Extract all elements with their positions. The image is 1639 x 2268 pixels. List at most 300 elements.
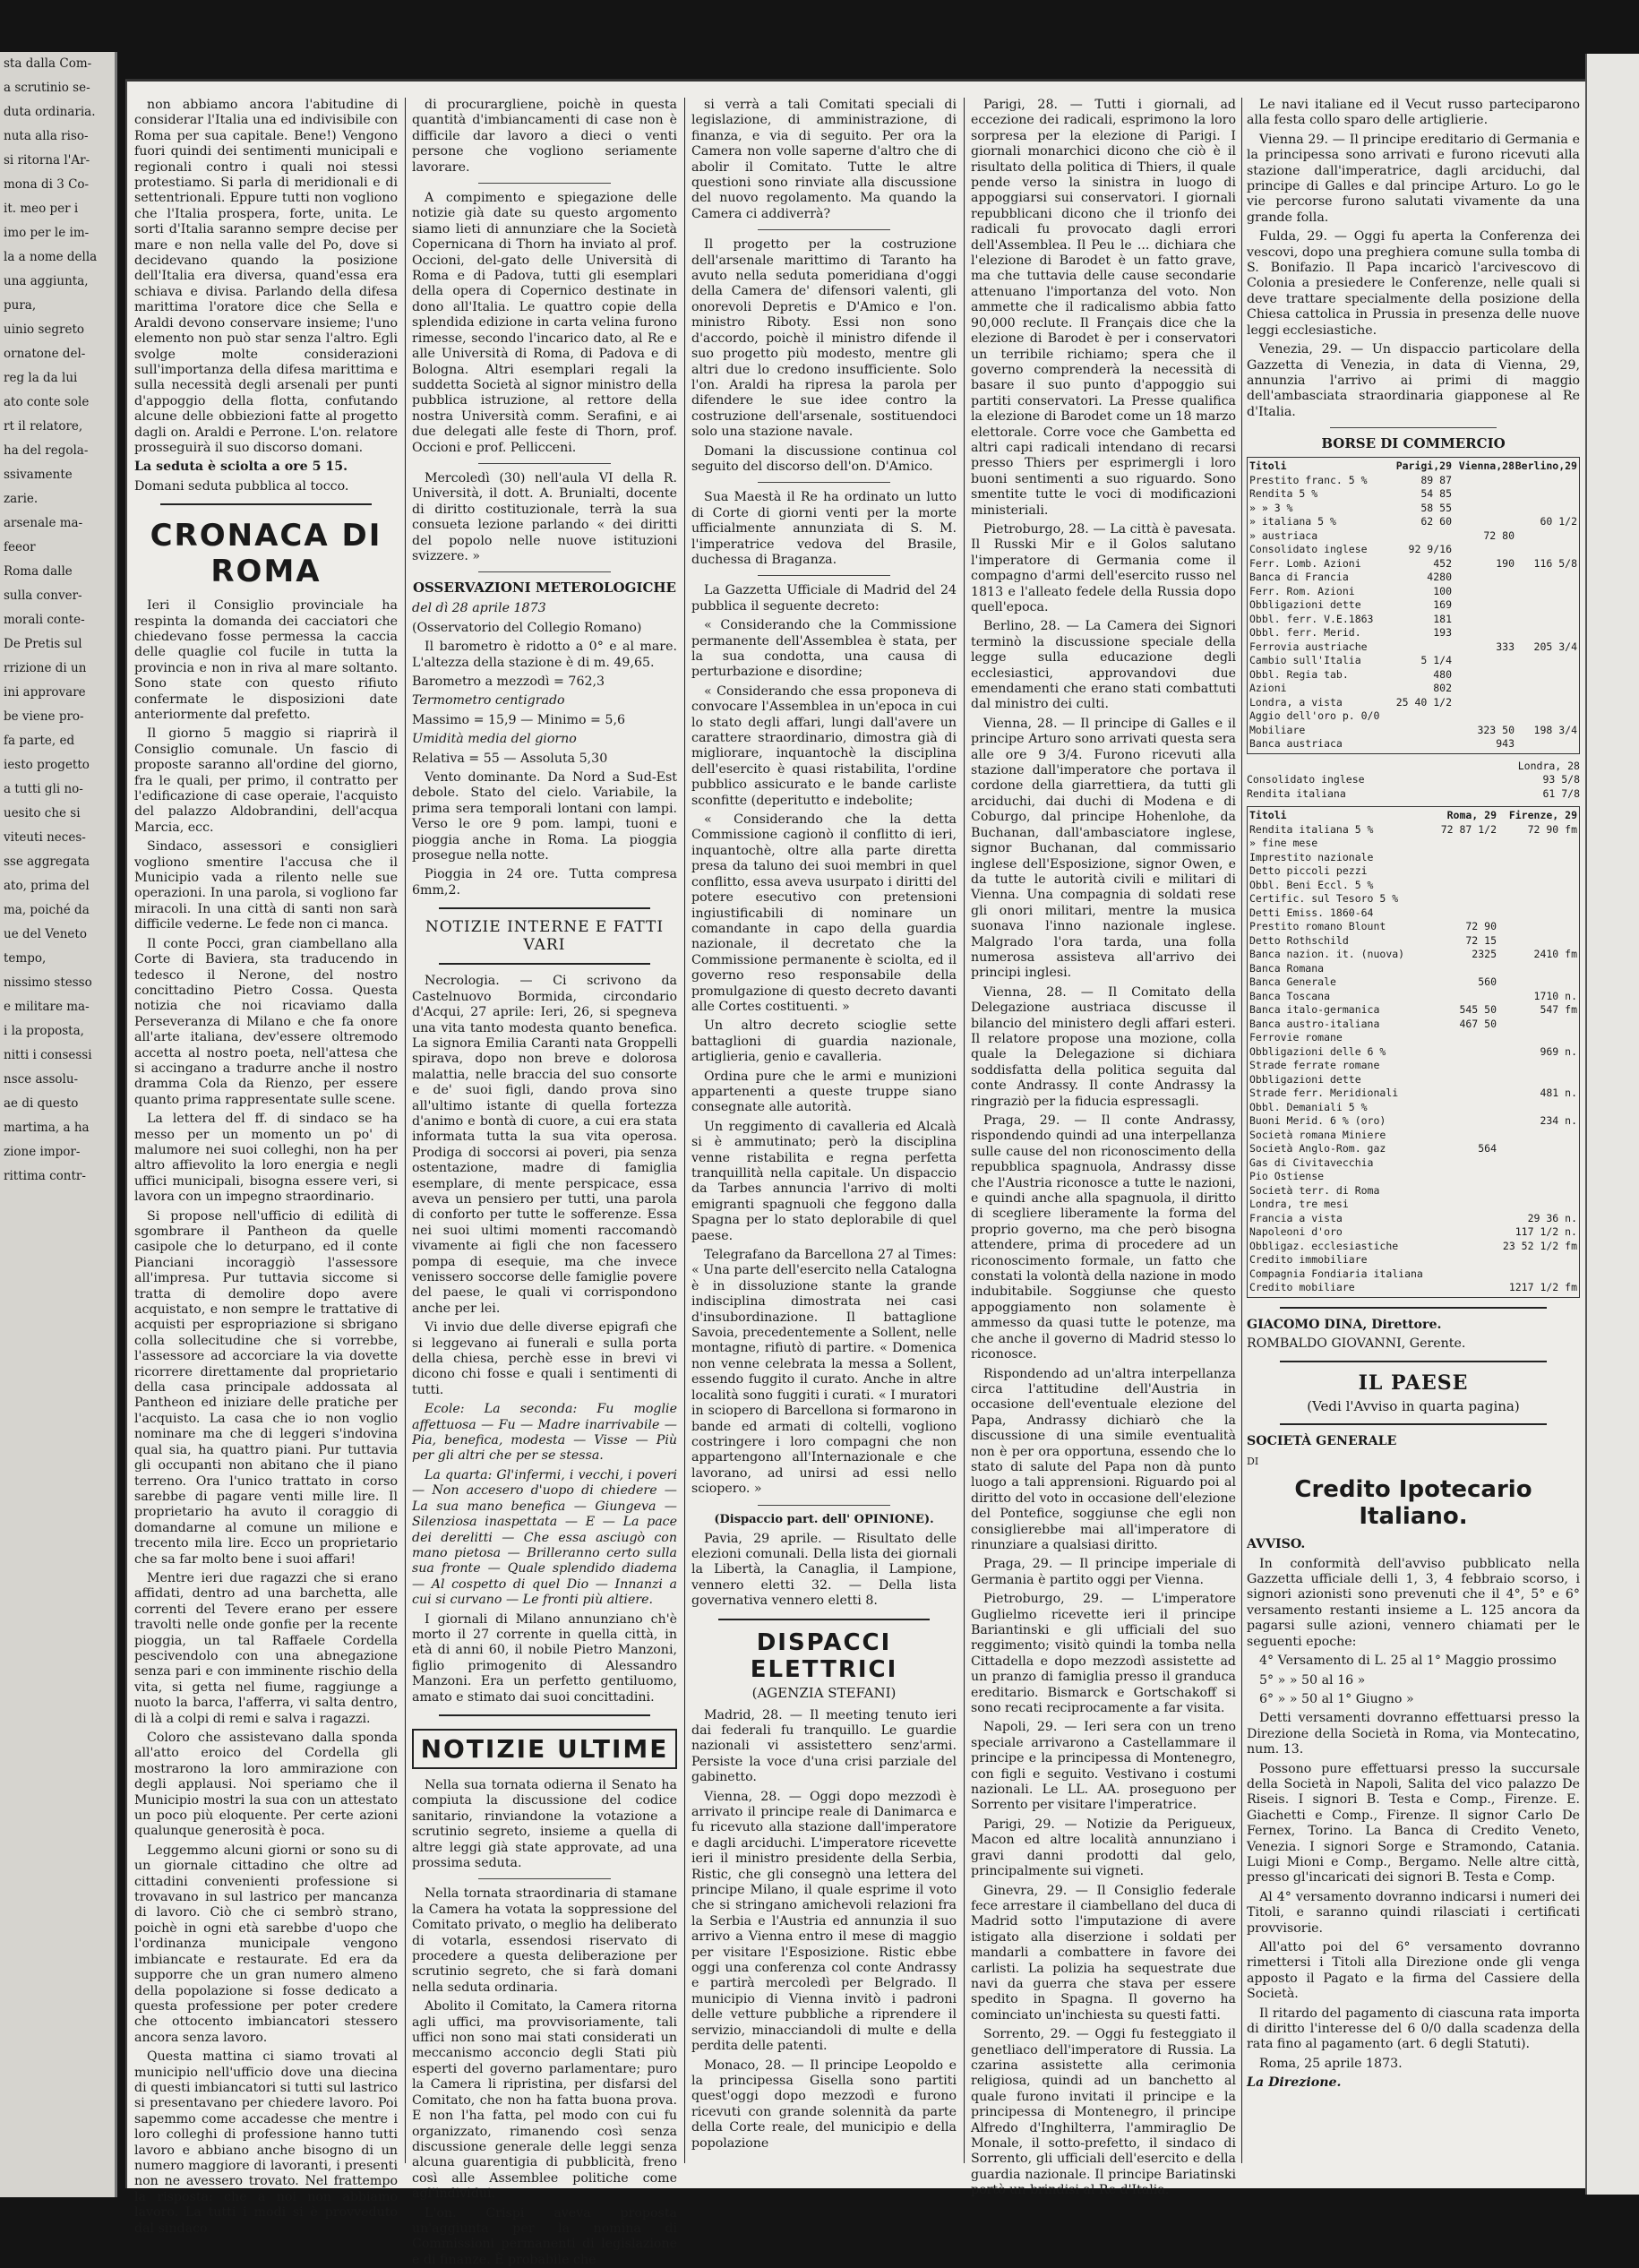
table-cell <box>1416 1198 1497 1212</box>
table-cell <box>1515 654 1577 668</box>
table-row-label: Obbligazioni dette <box>1249 1072 1361 1086</box>
table-cell <box>1515 502 1577 516</box>
table-cell: 25 40 1/2 <box>1395 695 1452 709</box>
section-title-notizie-ultime: NOTIZIE ULTIME <box>412 1729 677 1769</box>
table-row <box>1249 948 1577 962</box>
table-row-label: Azioni <box>1249 682 1287 695</box>
table-cell: 1217 1/2 fm <box>1508 1281 1577 1294</box>
notice-text: In conformità dell'avviso pubblicato nella Gazzetta ufficiale delli 1, 3, 4 febbraio scorso, i signori azionisti sono prevenuti che il 4°, 5° e 6° versamento restanti insieme a L. 125 ancora da pagarsi sulle azioni, vennero chiamati per le seguenti epoche: <box>1247 1556 1580 1649</box>
table-cell: 169 <box>1433 598 1452 612</box>
fragment-line: rrizione di un <box>4 661 87 675</box>
table-row-label: Obbl. Demaniali 5 % <box>1249 1100 1368 1113</box>
fragment-line: arsenale ma- <box>4 516 83 530</box>
fragment-line: ue del Veneto <box>4 927 87 941</box>
table-cell: 58 55 <box>1420 501 1452 514</box>
section-title-notizie-interne: NOTIZIE INTERNE E FATTI VARI <box>425 918 665 955</box>
table-row-label: Buoni Merid. 6 % (oro) <box>1249 1114 1386 1128</box>
table-row <box>1249 709 1577 724</box>
notice-text: Possono pure effettuarsi presso la succursale della Società in Napoli, Salita del vico palazzo De Riseis. I signori B. Testa e Comp., Firenze. E. Giachetti e Comp., Firenze. Il signor Carlo De Fernex, Torino. La Banca di Credito Veneto, Venezia. I signori Sorge e Stramondo, Catania. Luigi Mioni e Comp., Bergamo. Nelle altre città, presso gl'incaricati dei signori B. Testa e Comp. <box>1247 1761 1580 1886</box>
table-row <box>1249 962 1577 976</box>
fragment-line: a tutti gli no- <box>4 782 83 796</box>
table-cell <box>1497 1031 1577 1045</box>
table-cell: 560 <box>1478 975 1497 989</box>
table-cell <box>1515 543 1577 557</box>
table-row <box>1249 864 1577 879</box>
table-cell: 802 <box>1433 682 1452 695</box>
table-row-label: Detto piccoli pezzi <box>1249 864 1368 878</box>
table-row <box>1249 502 1577 516</box>
table-cell <box>1416 1156 1497 1171</box>
article-text: Ordina pure che le armi e munizioni appartenenti a queste truppe siano consegnate alle autorità. <box>691 1069 957 1115</box>
article-text: Napoli, 29. — Ieri sera con un treno speciale arrivarono a Castellammare il principe e la principessa di Montenegro, con figli e seguito. Vestivano i costumi nazionali. Le LL. AA. proseguono per Sorrento per visitare l'imperatrice. <box>971 1720 1236 1813</box>
separator <box>718 1619 931 1620</box>
article-text: Vienna, 28. — Oggi dopo mezzodì è arrivato il principe reale di Danimarca e fu ricevuto alla stazione dall'imperatore e dagli arciduchi. L'imperatore ricevette ieri il ministro presidente della Serbia, Ristic, che gli consegnò una lettera del principe Milano, il quale esprime il voto che si stringano amichevoli relazioni fra la Serbia e l'Austria ed annunzia il suo arrivo a Vienna entro il mese di maggio per visitare l'Esposizione. Ristic ebbe oggi una conferenza col conte Andrassy e partirà mercoledì per Belgrado. Il municipio di Vienna invitò i padroni delle vetture pubbliche a riprendere il servizio, minacciandoli di multe e della perdita delle patenti. <box>691 1789 957 2054</box>
notice-signature: La Direzione. <box>1247 2075 1342 2091</box>
fragment-line: a scrutinio se- <box>4 81 90 95</box>
weather-date: del dì 28 aprile 1873 <box>412 601 546 616</box>
table-cell <box>1500 1267 1577 1282</box>
stock-table-2 <box>1247 806 1580 1298</box>
fragment-line: it. meo per i <box>4 202 79 216</box>
notice-date: Roma, 25 aprile 1873. <box>1259 2056 1403 2071</box>
fragment-line: nuta alla riso- <box>4 129 89 143</box>
table-cell <box>1497 851 1577 865</box>
table-row-label: Strade ferrate romane <box>1249 1059 1380 1072</box>
table-row <box>1249 654 1577 668</box>
fragment-line: morali conte- <box>4 613 85 627</box>
table-row <box>1249 571 1577 585</box>
article-text: Mentre ieri due ragazzi che si erano affidati, dentro ad una barchetta, alle correnti del Tevere erano per essere travolti nelle onde gonfie per la recente pioggia, un tal Raffaele Cordella pescivendolo con una abnegazione senza pari e con imminente rischio della vita, si getta nel fiume, raggiunge a nuoto la barca, l'afferra, vi salta dentro, di là a colpi di remi e salva i ragazzi. <box>134 1570 398 1726</box>
table-row-label: Obbl. Beni Eccl. 5 % <box>1249 878 1374 891</box>
session-close: La seduta è sciolta a ore 5 15. <box>134 460 348 475</box>
table-cell <box>1416 990 1497 1004</box>
article-text: Sindaco, assessori e consiglieri vogliono smentire l'accusa che il Municipio vada a rilento nelle sue operazioni. In una parola, si vogliono far miracoli. In una città di santi non sarà difficile vederne. Le fede non ci manca. <box>134 839 398 932</box>
table-row <box>1249 557 1577 571</box>
fragment-line: si ritorna l'Ar- <box>4 153 90 168</box>
weather-title: OSSERVAZIONI METEROLOGICHE <box>412 580 676 597</box>
ad-subtitle: (Vedi l'Avviso in quarta pagina) <box>1307 1398 1520 1415</box>
table-cell <box>1416 851 1497 865</box>
table-cell <box>1497 962 1577 976</box>
table-cell: 943 <box>1496 737 1515 751</box>
table-row <box>1249 1184 1577 1198</box>
separator <box>478 463 611 464</box>
table-cell: 234 n. <box>1540 1114 1577 1128</box>
table-cell <box>1416 1101 1497 1115</box>
notice-text: 6° » » 50 al 1° Giugno » <box>1259 1691 1414 1706</box>
table-cell: 564 <box>1478 1142 1497 1155</box>
table-cell <box>1416 837 1497 851</box>
column-3 <box>691 98 957 2170</box>
article-text: Si propose nell'ufficio di edilità di sgombrare il Pantheon da quelle casipole che lo deturpano, ed il conte Pianciani incoraggiò l'assessore all'impresa. Pur tuttavia siccome si tratta di demolire dopo avere acquistato, e non sempre le trattative di acquisti per espropriazione si sbrigano colla sollecitudine che si vorrebbe, l'assessore ad accorciare la via dovette ricorrere direttamente dal proprietario della casa principale addossata al Pantheon ed iniziare delle pratiche per l'acquisto. La casa che io non voglio nominare ma che di leggeri s'indovina qual sia, ha quattro piani. Pur tuttavia gli occupanti non abitano che il piano terreno. Ora l'unico trattato in corso sarebbe di pagare venti mille lire. Il proprietario ha avuto il coraggio di domandarne al comune un milione e trecento mila lire. Ecco un proprietario che sa far molto bene i suoi affari! <box>134 1208 398 1567</box>
table-cell <box>1515 529 1577 544</box>
weather-line: Massimo = 15,9 — Minimo = 5,6 <box>412 712 625 727</box>
table-row <box>1249 920 1577 934</box>
table-row <box>1249 879 1577 893</box>
manager-line: ROMBALDO GIOVANNI, Gerente. <box>1247 1336 1466 1352</box>
table-row-label: Società terr. di Roma <box>1249 1183 1380 1197</box>
table-cell: 93 5/8 <box>1542 773 1580 786</box>
table-row <box>1249 1087 1577 1101</box>
article-text: A compimento e spiegazione delle notizie già date su questo argomento siamo lieti di annunziare che la Società Copernicana di Thorn ha inviato al prof. Occioni, del-gato delle Università di Roma e di Padova, tutti gli esemplari della opera di Copernico destinate in dono all'Italia. Le quattro copie della splendida edizione in carta velina furono rimesse, secondo l'incarico dato, al Re e alle Università di Roma, di Padova e di Bologna. Altri esemplari regali la suddetta Società al signor ministro della pubblica istruzione, al rettore della nostra Università comm. Serafini, e ai due delegati alle feste di Thorn, prof. Occioni e prof. Pellicceni. <box>412 191 677 455</box>
article-text: Necrologia. — Ci scrivono da Castelnuovo Bormida, circondario d'Acqui, 27 aprile: Ieri, 26, si spegneva una vita tanto modesta quanto benefica. La signora Emilia Caranti nata Groppelli spirava, dopo non breve e dolorosa malattia, nelle braccia del suo consorte e de' suoi figli, dando prova sino all'ultimo istante di quella fortezza d'animo e bontà di cuore, a cui era stata informata tutta la sua vita operosa. Prodiga di soccorsi ai poveri, pia senza ostentazione, madre di famiglia esemplare, di mente perspicace, essa aveva un pensiero per tutti, una parola di conforto per tutte le sofferenze. Essa nei suoi ultimi momenti raccomandò vivamente ai figli che non facessero pompa di esequie, ma che invece venissero soccorse delle famiglie povere del paese, le quali vi corrispondono anche per lei. <box>412 974 677 1316</box>
table-row-label: Strade ferr. Meridionali <box>1249 1087 1399 1100</box>
dispatch-header: (Dispaccio part. dell' OPINIONE). <box>714 1512 934 1526</box>
table-row-label: Credito mobiliare <box>1249 1281 1355 1294</box>
fragment-line: uesito che si <box>4 806 81 820</box>
article-text: « Considerando che essa proponeva di convocare l'Assemblea in un'epoca in cui lo stato degli affari, lungi dall'avere un carattere straordinario, dimostra già di migliorare, inquantochè la disciplina dell'esercito è quasi ristabilita, l'ordine pubblico assicurato e le bande carliste sconfitte (deperitutto e indebolite; <box>691 683 957 808</box>
table-row <box>1249 1267 1577 1282</box>
article-text: L'on. Crispi aveva proposta un'aggiunta per la nomina di Commissioni permanenti di legislazione e di finanze. È probabile che <box>412 2205 677 2267</box>
article-text: Fulda, 29. — Oggi fu aperta la Conferenza dei vescovi, dopo una preghiera comune sulla tomba di S. Bonifazio. Il Papa incaricò l'arcivescovo di Colonia a presiedere le Conferenze, nelle quali si deve trattare specialmente della posizione della Chiesa cattolica in Prussia in presenza delle nuove leggi ecclesiastiche. <box>1247 229 1580 338</box>
director-line: GIACOMO DINA, Direttore. <box>1247 1317 1442 1332</box>
column-5 <box>1247 98 1580 2170</box>
london-table <box>1247 760 1580 802</box>
table-cell <box>1497 879 1577 893</box>
table-cell <box>1515 737 1577 752</box>
table-row-label: Ferr. Rom. Azioni <box>1249 584 1355 597</box>
table-cell <box>1497 934 1577 949</box>
table-cell <box>1416 1129 1497 1143</box>
table-cell <box>1416 1073 1497 1087</box>
table-cell <box>1416 1170 1497 1184</box>
table-row-label: Banca Romana <box>1249 961 1325 975</box>
table-cell <box>1416 892 1497 906</box>
separator <box>439 1714 651 1716</box>
article-text: Mercoledì (30) nell'aula VI della R. Università, il dott. A. Brunialti, docente di diritto costituzionale, terrà la sua consueta lezione parlando « dei diritti del popolo nelle nuove istituzioni svizzere. » <box>412 470 677 563</box>
agency-subtitle: (AGENZIA STEFANI) <box>751 1684 897 1701</box>
fragment-line: nissimo stesso <box>4 975 92 990</box>
article-text: Un altro decreto scioglie sette battaglioni di guardia nazionale, artiglieria, genio e cavalleria. <box>691 1018 957 1065</box>
article-text: Ieri il Consiglio provinciale ha respinta la domanda dei cacciatori che chiedevano fosse permessa la caccia delle quaglie col fucile in tutta la provincia e non in riva al mare soltanto. Sono state con questo rifiuto confermate le disposizioni date anteriormente dal prefetto. <box>134 598 398 722</box>
table-cell <box>1452 613 1515 627</box>
table-cell <box>1497 1018 1577 1032</box>
table-row <box>1249 1003 1577 1018</box>
article-text: Le navi italiane ed il Vecut russo parteciparono alla festa collo sparo delle artiglierie. <box>1247 98 1580 128</box>
fragment-line: ae di questo <box>4 1096 79 1111</box>
fragment-line: i la proposta, <box>4 1024 84 1038</box>
table-cell: 72 80 <box>1483 528 1515 542</box>
article-text: Questa mattina ci siamo trovati al municipio nell'ufficio dove una diecina di questi imbiancatori si tutti sul lastrico si presentavano per chiedere lavoro. Poi sapemmo come accadesse che mentre i loro colleghi di professione hanno tutti lavoro e abbiano anche bisogno di un numero maggiore di lavoranti, i presenti non ne avessero trovato. Nel frattempo la risposta: che a noi non abbiamo lavoro. La tutti i modi si è provveduto dal sindaco <box>134 2049 398 2236</box>
column-rule <box>1241 98 1242 2163</box>
table-cell <box>1389 724 1452 738</box>
article-text: Nella tornata straordinaria di stamane la Camera ha votata la soppressione del Comitato privato, o meglio ha deliberato di votarla, essendosi riservato di procedere a questa deliberazione per scrutinio segreto, che si farà domani nella seduta ordinaria. <box>412 1886 677 1995</box>
table-cell <box>1497 892 1577 906</box>
fragment-line: sulla conver- <box>4 588 82 603</box>
table-row <box>1249 682 1577 696</box>
article-text: Venezia, 29. — Un dispaccio particolare della Gazzetta di Venezia, in data di Vienna, 29, annunzia l'arrivo ai primi di maggio dell'ambasciata straordinaria giapponese al Re d'Italia. <box>1247 342 1580 419</box>
table-row-label: Prestito franc. 5 % <box>1249 473 1368 486</box>
article-text: Il giorno 5 maggio si riaprirà il Consiglio comunale. Un fascio di proposte saranno all'ordine del giorno, fra le quali, per primo, il contratto per l'edificazione di case operaie, l'acquisto del palazzo Aldobrandini, dell'acqua Marcia, ecc. <box>134 726 398 835</box>
weather-line: Il barometro è ridotto a 0° e al mare. L'altezza della stazione è di m. 49,65. <box>412 640 677 670</box>
table-cell <box>1389 640 1452 655</box>
table-row <box>1249 640 1577 655</box>
table-cell: 23 52 1/2 fm <box>1502 1239 1577 1252</box>
table-cell <box>1416 1281 1497 1295</box>
article-text: Vienna, 28. — Il Comitato della Delegazione austriaca discusse il bilancio del ministero degli affari esteri. Il relatore propose una mozione, colla quale la Delegazione si dichiara soddisfatta della politica seguita dal conte Andrassy. Il conte Andrassy la ringraziò per la fiducia espressagli. <box>971 984 1236 1109</box>
article-text: La lettera del ff. di sindaco se ha messo per un momento un po' di malumore nei suoi colleghi, non ha per altro affievolito la loro energia e negli uffici municipali, bisogna essere veri, si lavora con un impegno straordinario. <box>134 1112 398 1205</box>
table-cell <box>1515 598 1577 613</box>
table-row <box>1249 1018 1577 1032</box>
column-rule <box>964 98 965 2163</box>
separator <box>1280 1423 1547 1425</box>
fragment-line: ato, prima del <box>4 879 90 893</box>
article-text: Praga, 29. — Il conte Andrassy, rispondendo quindi ad una interpellanza sulle cause del non riconoscimento della repubblica spagnuola, Andrassy disse che l'Austria riconosce a tutte le nazioni, e quindi anche alla spagnuola, il diritto di scegliere liberamente la forma del proprio governo, ma che però bisogna attendere, prima di procedere ad un riconoscimento formale, un fatto che constati la volontà della nazione in modo indubitabile. Soggiunse che questo appoggiamento non solamente è ammesso da quasi tutte le potenze, ma che anche il governo di Madrid stesso lo riconosce. <box>971 1113 1236 1362</box>
table-cell: 323 50 <box>1477 723 1515 736</box>
fragment-line: sse aggregata <box>4 855 90 869</box>
fragment-line: ornatone del- <box>4 347 86 361</box>
table-cell <box>1452 571 1515 585</box>
fragment-line: nitti i consessi <box>4 1048 92 1062</box>
table-row <box>1249 1142 1577 1156</box>
article-text: I giornali di Milano annunziano ch'è morto il 27 corrente in quella città, in età di anni 60, il nobile Pietro Manzoni, figlio primogenito di Alessandro Manzoni. Era un perfetto gentiluomo, amato e stimato dai suoi concittadini. <box>412 1611 677 1705</box>
table-cell: 54 85 <box>1420 487 1452 501</box>
fragment-line: mona di 3 Co- <box>4 177 90 192</box>
article-text: Nella sua tornata odierna il Senato ha compiuta la discussione del codice sanitario, rinviandone la votazione a scrutinio segreto, insieme a quella di altre leggi già state approvate, ad una prossima seduta. <box>412 1777 677 1870</box>
table-row <box>1249 598 1577 613</box>
table-cell: 480 <box>1433 667 1452 681</box>
table-cell: 61 7/8 <box>1542 786 1580 800</box>
table-row-label: Imprestito nazionale <box>1249 850 1374 863</box>
table-cell: 100 <box>1433 584 1452 597</box>
table-row <box>1249 529 1577 544</box>
article-text: Rispondendo ad un'altra interpellanza circa l'attitudine dell'Austria in occasione dell'eventuale elezione del Papa, Andrassy dichiarò che la discussione di una simile eventualità non è per ora opportuna, essendo che lo stato di salute del Papa non dà punto luogo a tali apprensioni. Riguardo poi al diritto del voto in occasione dell'elezione del Pontefice, soggiunse che egli non consiglierebbe mai all'imperatore di rinunziare a qualsiasi diritto. <box>971 1366 1236 1552</box>
fragment-line: nsce assolu- <box>4 1072 79 1087</box>
table-cell <box>1452 502 1515 516</box>
table-row <box>1249 724 1577 738</box>
fragment-line: rt il relatore, <box>4 419 83 434</box>
table-cell <box>1452 654 1515 668</box>
table-row <box>1249 1253 1577 1267</box>
fragment-line: tempo, <box>4 951 47 966</box>
ad-title: IL PAESE <box>1358 1371 1469 1396</box>
table-cell <box>1452 487 1515 502</box>
article-text: si verrà a tali Comitati speciali di legislazione, di amministrazione, di finanza, e via di seguito. Per ora la Camera non volle saperne d'altro che di abolir il Comitato. Tutte le altre questioni sono rinviate alla discussione del nuovo regolamento. Ma quando la Camera ci addiverrà? <box>691 98 957 221</box>
notice-text: Al 4° versamento dovranno indicarsi i numeri dei Titoli, e saranno quindi rilasciati i certificati provvisorie. <box>1247 1889 1580 1936</box>
table-cell: 547 fm <box>1540 1003 1577 1017</box>
article-text: Parigi, 28. — Tutti i giornali, ad eccezione dei radicali, esprimono la loro sorpresa per la elezione di Parigi. I giornali monarchici dicono che ciò è il risultato della politica di Thiers, il quale pende verso la sinistra in luogo di appoggiarsi sui conservatori. I giornali repubblicani dicono che il trionfo dei radicali fu provocato dagli errori dell'Assemblea. Il Peu le ... dichiara che l'elezione di Barodet è un fatto grave, ma che tuttavia delle cause secondarie attenuano l'importanza del voto. Non ammette che il radicalismo abbia fatto 90,000 reclute. Il Français dice che la elezione di Barodet è per i conservatori un terribile richiamo; spera che il governo comprenderà la necessità di basare il suo punto d'appoggio sui partiti conservatori. La Presse qualifica la elezione di Barodet come un 18 marzo elettorale. Corre voce che Gambetta ed altri capi radicali intendano di recarsi presso Thiers per esprimergli i loro buoni sentimenti a suo riguardo. Sono smentite tutte le voci di modificazioni ministeriali. <box>971 98 1236 518</box>
separator <box>478 1878 611 1879</box>
article-text: Praga, 29. — Il principe imperiale di Germania è partito oggi per Vienna. <box>971 1557 1236 1587</box>
table-row-label: Consolidato inglese <box>1249 543 1368 556</box>
separator <box>1280 1361 1547 1362</box>
table-cell <box>1452 696 1515 710</box>
table-row <box>1249 668 1577 683</box>
article-text: Berlino, 28. — La Camera dei Signori terminò la discussione speciale della legge sulla educazione degli ecclesiastici, approvandovi due emendamenti che erano stati combattuti dal ministro dei culti. <box>971 619 1236 712</box>
fragment-line: rittima contr- <box>4 1169 86 1183</box>
table-cell <box>1452 709 1515 724</box>
separator <box>439 963 651 965</box>
separator <box>758 575 890 576</box>
table-row-label: Ferr. Lomb. Azioni <box>1249 556 1361 570</box>
fragment-line: ato conte sole <box>4 395 90 409</box>
article-text: Abolito il Comitato, la Camera ritorna agli uffici, ma provvisoriamente, tali uffici non sono mai stati considerati un meccanismo acconcio degli Stati più esperti del governo parlamentare; puro la Camera li ripristina, per disfarsi del Comitato, che non ha fatta buona prova. E non l'ha fatta, pel modo con cui fu organizzato, rimanendo così senza discussione generale delle leggi senza alcuna guarentigia di pubblicità, freno così alle Assemblee politiche come agl'individui. <box>412 1999 677 2202</box>
table-cell <box>1416 1212 1497 1226</box>
weather-line: Pioggia in 24 ore. Tutta compresa 6mm,2. <box>412 867 677 898</box>
table-cell <box>1497 906 1577 921</box>
table-row <box>1249 1156 1577 1171</box>
article-text: Ginevra, 29. — Il Consiglio federale fece arrestare il ciambellano del duca di Madrid sotto l'imputazione di avere istigato alla diserzione i soldati per mandarli a combattere in favore dei carlisti. La polizia ha sequestrate due navi da guerra che stava per essere spedito in Spagna. Il governo ha cominciato un'inchiesta su questi fatti. <box>971 1883 1236 2023</box>
column-4 <box>971 98 1236 2198</box>
stock-exchange-title: BORSE DI COMMERCIO <box>1321 435 1506 452</box>
table-cell <box>1515 474 1577 488</box>
page-edge <box>1587 54 1639 2195</box>
table-row <box>1247 787 1580 802</box>
table-cell <box>1497 1156 1577 1171</box>
table-row-label: » austriaca <box>1249 528 1318 542</box>
table-cell <box>1416 1253 1497 1267</box>
section-title-dispacci: DISPACCI ELETTRICI <box>750 1628 898 1683</box>
table-cell: 4280 <box>1427 571 1452 584</box>
table-row-label: Detti Emiss. 1860-64 <box>1249 906 1374 919</box>
table-cell: 92 9/16 <box>1408 543 1452 556</box>
table-cell: 2325 <box>1472 948 1497 961</box>
table-row <box>1249 696 1577 710</box>
table-row-label: Detto Rothschild <box>1249 933 1349 947</box>
table-row <box>1249 906 1577 921</box>
table-cell <box>1452 682 1515 696</box>
separator <box>478 183 611 184</box>
table-row <box>1249 613 1577 627</box>
table-row <box>1249 1129 1577 1143</box>
table-row <box>1249 823 1577 838</box>
table-cell: 205 3/4 <box>1533 640 1577 653</box>
table-row-label: Obbligazioni delle 6 % <box>1249 1044 1386 1058</box>
table-row-label: Banca italo-germanica <box>1249 1003 1380 1017</box>
table-row-label: Certific. sul Tesoro 5 % <box>1249 892 1399 906</box>
article-text: Pietroburgo, 28. — La città è pavesata. Il Russki Mir e il Golos salutano l'imperatore di Germania come il compagno d'armi dell'esercito russo nel 1813 e l'alleato fedele della Russia dopo quell'epoca. <box>971 521 1236 614</box>
table-cell <box>1497 1170 1577 1184</box>
table-cell <box>1416 1087 1497 1101</box>
fragment-line: ha del regola- <box>4 443 89 458</box>
article-text: La Gazzetta Ufficiale di Madrid del 24 pubblica il seguente decreto: <box>691 583 957 614</box>
table-cell <box>1515 613 1577 627</box>
table-row <box>1249 837 1577 851</box>
fragment-line: martima, a ha <box>4 1121 90 1135</box>
table-row <box>1249 1240 1577 1254</box>
table-row-label: Rendita italiana 5 % <box>1249 822 1374 836</box>
separator <box>758 1505 890 1506</box>
fragment-line: viteuti neces- <box>4 830 86 845</box>
article-text: Pietroburgo, 29. — L'imperatore Guglielmo ricevette ieri il principe Bariantinski e gli ufficiali del suo reggimento; visitò quindi la tomba nella Cittadella e dopo mezzodì assistette ad un pranzo di famiglia presso il granduca ereditario. Bismarck e Gortschakoff si sono recati reciprocamente a far visita. <box>971 1592 1236 1716</box>
table-cell: 181 <box>1433 612 1452 625</box>
table-row <box>1249 1170 1577 1184</box>
section-title-cronaca: CRONACA DI ROMA <box>150 518 382 590</box>
fragment-line: una aggiunta, <box>4 274 89 288</box>
table-cell <box>1389 709 1452 724</box>
article-text: Monaco, 28. — Il principe Leopoldo e la principessa Gisella sono partiti quest'oggi dopo mezzodì e furono ricevuti con grande solennità da parte della Corte reale, del municipio e della popolazione <box>691 2058 957 2151</box>
fragment-line: zione impor- <box>4 1145 81 1159</box>
article-text: Vi invio due delle diverse epigrafi che si leggevano ai funerali e sulla porta della chiesa, perchè esse in brevi vi dicono chi fosse e quali i sentimenti di tutti. <box>412 1320 677 1397</box>
separator <box>160 503 371 505</box>
notice-text: Detti versamenti dovranno effettuarsi presso la Direzione della Società in Roma, via Montecatino, num. 13. <box>1247 1711 1580 1757</box>
newspaper-page <box>125 79 1587 2267</box>
weather-place: (Osservatorio del Collegio Romano) <box>412 620 642 635</box>
column-2 <box>412 98 677 2267</box>
table-row-label: Rendita italiana <box>1247 786 1346 800</box>
table-row-label: Ferrovie romane <box>1249 1031 1343 1044</box>
table-cell <box>1416 864 1497 879</box>
weather-line: Termometro centigrado <box>412 693 565 709</box>
table-row <box>1249 515 1577 529</box>
previous-page-fragment <box>0 52 117 2197</box>
table-cell: 333 <box>1496 640 1515 653</box>
table-row-label: Società Anglo-Rom. gaz <box>1249 1142 1386 1155</box>
table-cell <box>1515 709 1577 724</box>
table-cell: 72 15 <box>1465 933 1497 947</box>
table-cell: 116 5/8 <box>1533 556 1577 570</box>
table-row-label: Aggio dell'oro p. 0/0 <box>1249 709 1380 723</box>
table-cell <box>1416 879 1497 893</box>
table-row-label: Compagnia Fondiaria italiana <box>1249 1267 1423 1280</box>
separator <box>478 571 611 572</box>
column-rule <box>405 98 406 2163</box>
table-cell <box>1423 1267 1500 1282</box>
table-cell: 117 1/2 n. <box>1515 1225 1577 1239</box>
article-text: « Considerando che la detta Commissione cagionò il conflitto di ieri, inquantochè, oltre alla parte diretta presa da taluno dei suoi membri in quel conflitto, essa aveva usurpato i diritti del potere esecutivo con pretensioni ingiustificabili di nominare un comandante in capo della guardia nazionale, il decretato che la Commissione permanente è sciolta, ed il governo reso responsabile della promulgazione di questo decreto davanti alle Cortes costituenti. » <box>691 812 957 1014</box>
credito-title: Credito Ipotecario Italiano. <box>1294 1476 1532 1531</box>
table-cell: 72 90 fm <box>1527 822 1577 836</box>
article-text: di procurargliene, poichè in questa quantità d'imbiancamenti di case non è difficile dar lavoro a dieci o venti persone che vogliono seriamente lavorare. <box>412 98 677 175</box>
table-cell <box>1416 962 1497 976</box>
article-text: « Considerando che la Commissione permanente dell'Assemblea è stata, per la sua condotta, una causa di perturbazione e disordine; <box>691 618 957 680</box>
table-row <box>1249 1101 1577 1115</box>
article-text: Sorrento, 29. — Oggi fu festeggiato il genetliaco dell'imperatore di Russia. La czarina assistette alla cerimonia religiosa, quindi ad un banchetto al quale furono invitati il principe e la principessa di Montenegro, il principe Alfredo d'Inghilterra, l'ammiraglio De Monale, il sotto-prefetto, il sindaco di Sorrento, gli ufficiali dell'esercito e della guardia nazionale. Il principe Bariatinski portò un brindisi al Re d'Italia. <box>971 2027 1236 2198</box>
table-row <box>1247 773 1580 787</box>
table-row <box>1249 1031 1577 1045</box>
table-cell <box>1497 1198 1577 1212</box>
table-cell <box>1497 864 1577 879</box>
table-row <box>1249 487 1577 502</box>
table-row-label: Ferrovia austriache <box>1249 640 1368 653</box>
table-cell <box>1452 585 1515 599</box>
table-cell: 72 90 <box>1465 920 1497 933</box>
society-di: DI <box>1247 1455 1259 1467</box>
avviso-title: AVVISO. <box>1247 1537 1306 1552</box>
table-cell <box>1497 1129 1577 1143</box>
table-cell: 481 n. <box>1540 1087 1577 1100</box>
table-cell: 62 60 <box>1420 515 1452 528</box>
table-row <box>1249 851 1577 865</box>
table-cell <box>1515 571 1577 585</box>
table-cell: 72 87 1/2 <box>1440 822 1497 836</box>
notice-text: 5° » » 50 al 16 » <box>1259 1672 1366 1688</box>
table-row <box>1249 1045 1577 1060</box>
table-cell <box>1452 543 1515 557</box>
table-cell <box>1515 585 1577 599</box>
table-header: Titoli Roma, 29 Firenze, 29 <box>1249 809 1577 822</box>
fragment-line: fa parte, ed <box>4 734 75 748</box>
separator <box>758 482 890 483</box>
table-cell: 89 87 <box>1420 473 1452 486</box>
table-cell <box>1497 1253 1577 1267</box>
table-cell <box>1416 1059 1497 1073</box>
table-row <box>1249 1212 1577 1226</box>
table-row-label: Obbligaz. ecclesiastiche <box>1249 1239 1399 1252</box>
table-cell: 198 3/4 <box>1533 723 1577 736</box>
weather-line: Vento dominante. Da Nord a Sud-Est debole. Stato del cielo. Variabile, la prima sera temporali lontani con lampi. Verso le ore 9 pom. lampi, tuoni e pioggia anche in Roma. La pioggia prosegue nella notte. <box>412 770 677 863</box>
column-rule <box>684 98 685 2163</box>
epigraph: La quarta: Gl'infermi, i vecchi, i poveri — Non accesero d'uopo di chiedere — La sua mano benefica — Giungeva — Silenziosa inaspettata — E — La pace dei derelitti — Che essa asciugò con mano pietosa — Brilleranno certo sulla sua fronte — Quale splendido diadema — Al cospetto di quel Dio — Innanzi a cui si curvano — Le fronti più altiere. <box>412 1467 677 1608</box>
weather-line: Relativa = 55 — Assoluta 5,30 <box>412 751 608 766</box>
fragment-line: sta dalla Com- <box>4 56 92 71</box>
table-row-label: Obbl. ferr. V.E.1863 <box>1249 612 1374 625</box>
table-row <box>1249 1073 1577 1087</box>
table-cell <box>1515 626 1577 640</box>
table-cell: 452 <box>1433 556 1452 570</box>
table-cell: 467 50 <box>1459 1017 1497 1030</box>
table-row <box>1249 543 1577 557</box>
